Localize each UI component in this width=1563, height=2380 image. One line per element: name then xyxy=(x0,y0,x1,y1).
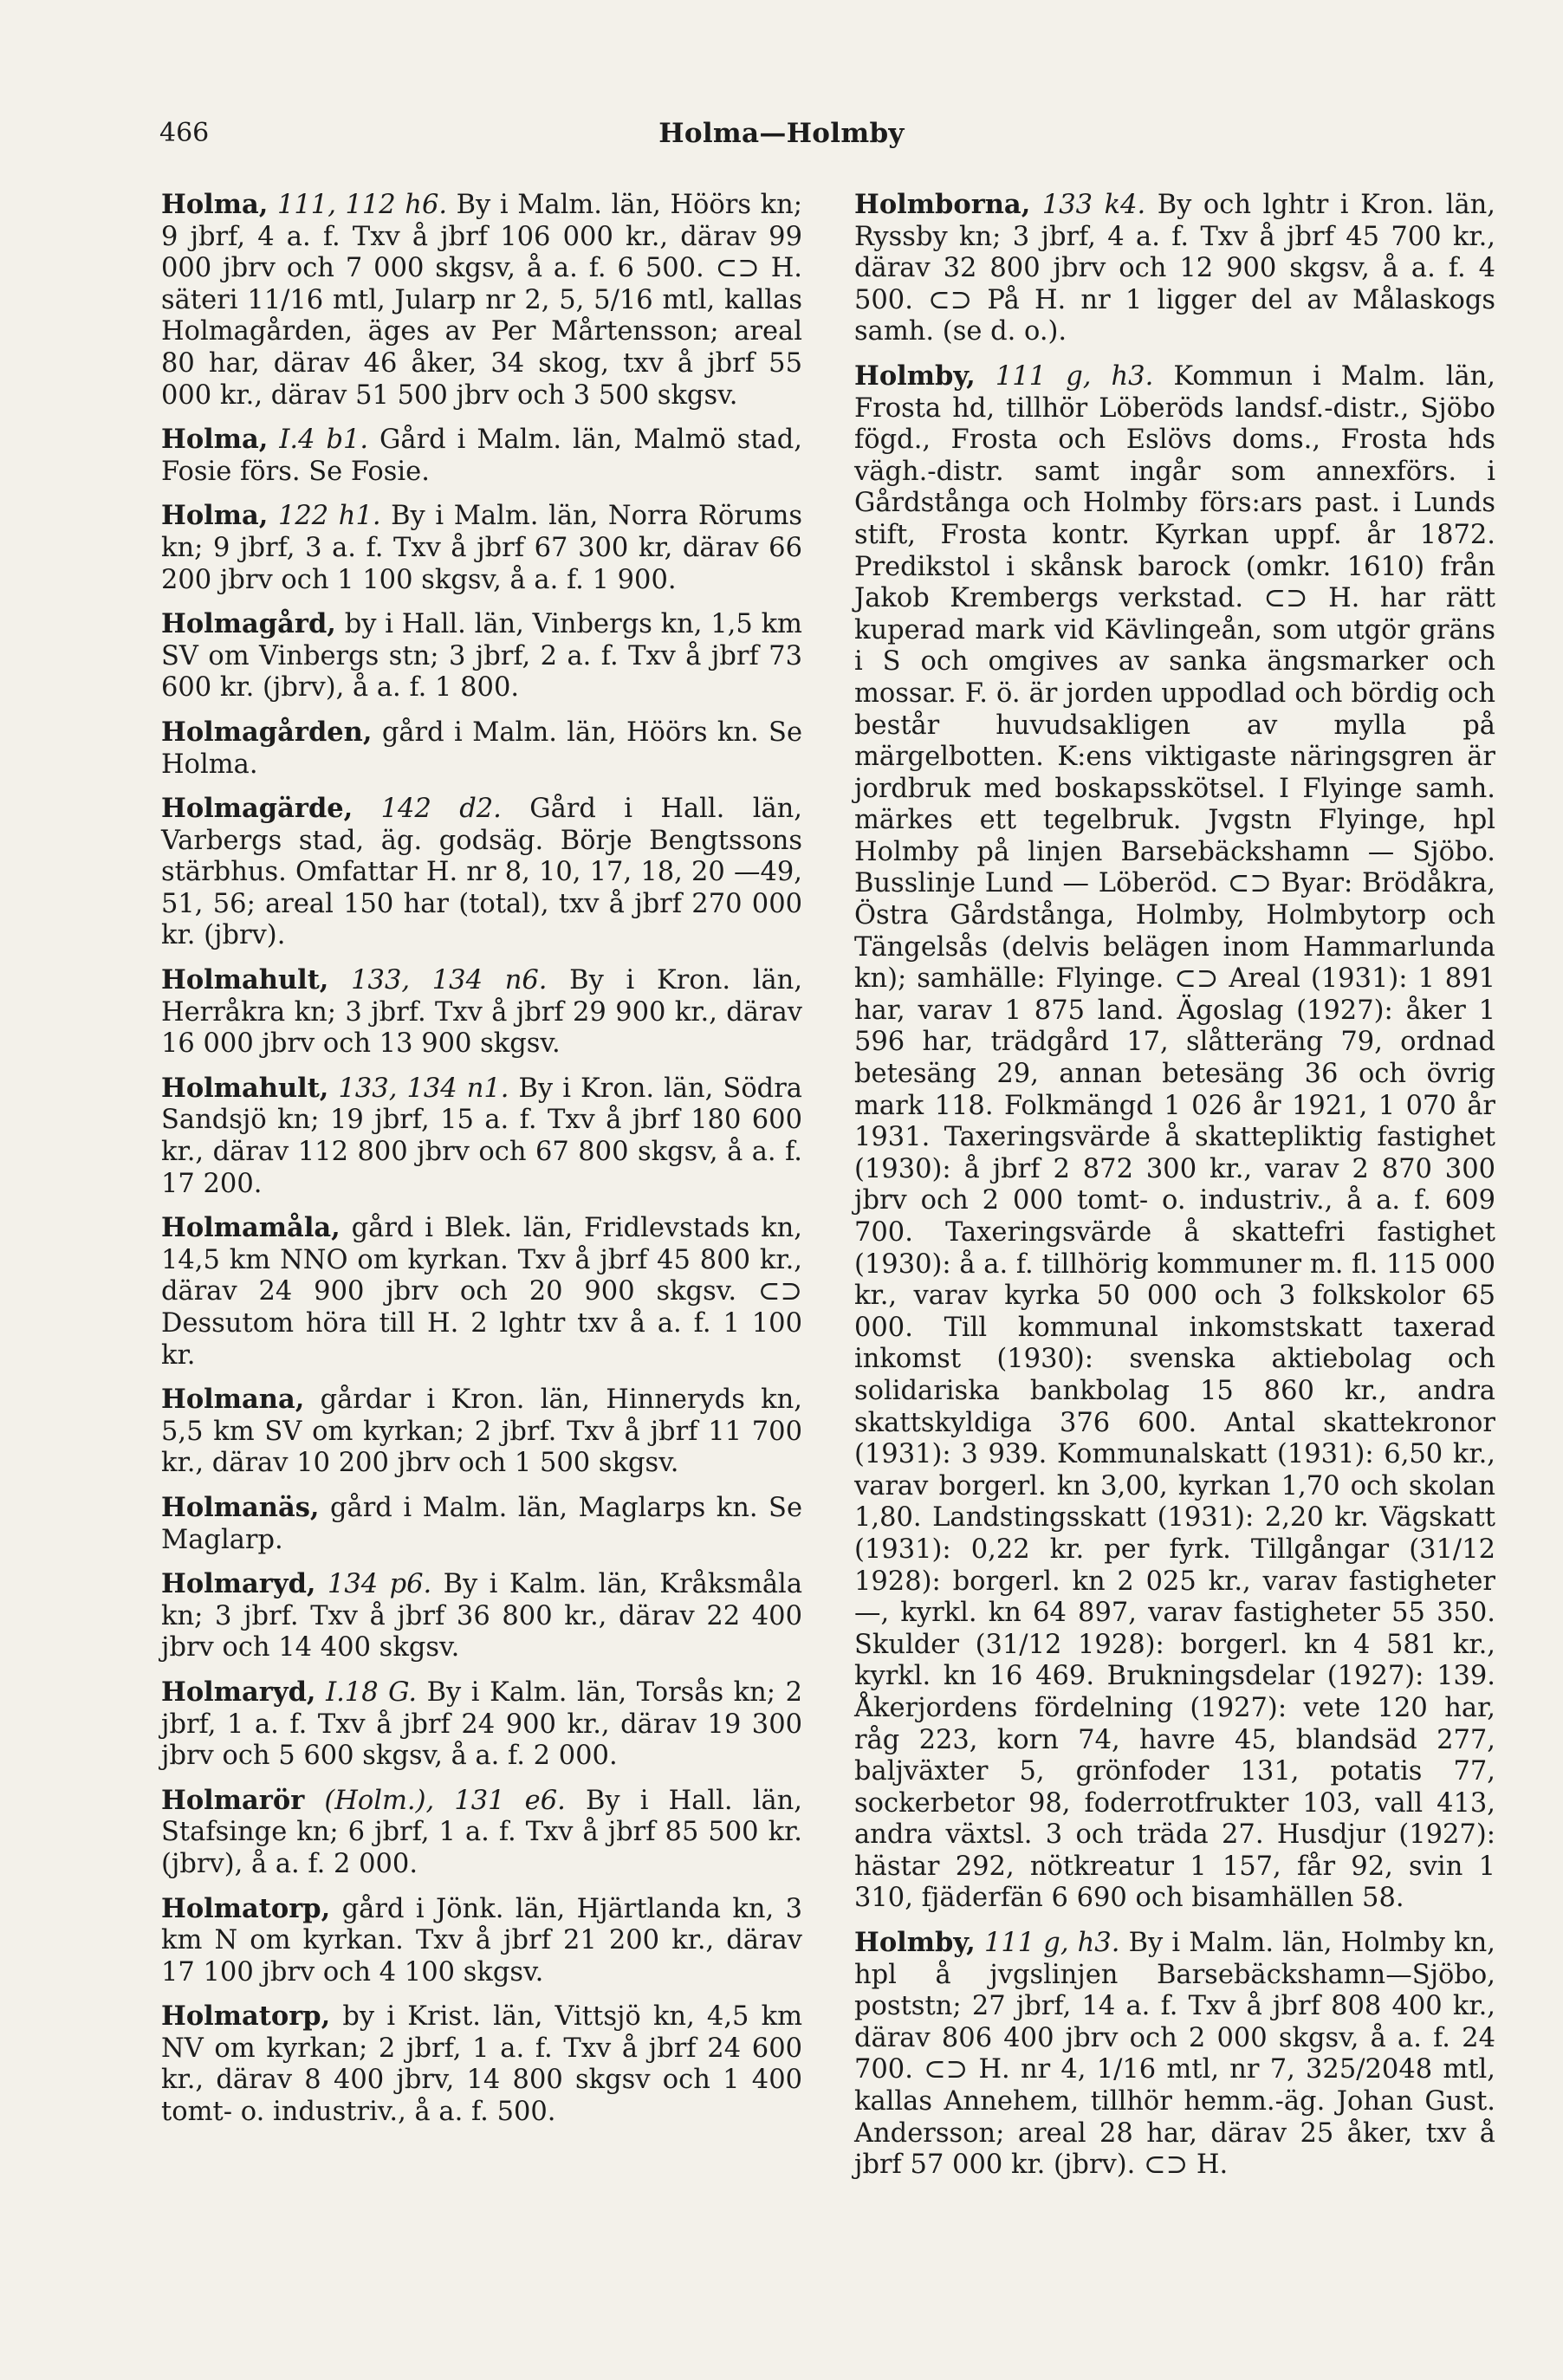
entry-headword: Holmby, xyxy=(854,1927,976,1959)
dictionary-entry xyxy=(161,964,802,1060)
page-header xyxy=(0,118,1563,159)
entry-headword: Holmahult, xyxy=(161,1072,329,1104)
right-column xyxy=(854,189,1495,2194)
entry-headword: Holmatorp, xyxy=(161,1892,331,1924)
dictionary-entry xyxy=(161,1492,802,1556)
dictionary-entry xyxy=(161,793,802,952)
entry-map-reference: 111 g, h3. xyxy=(983,1928,1120,1959)
dictionary-entry xyxy=(854,1927,1495,2182)
dictionary-entry xyxy=(161,1785,802,1881)
entry-headword: Holmatorp, xyxy=(161,2001,331,2033)
entry-text: By och lghtr i Kron. län, Ryssby kn; 3 jbrf, 4 a. f. Txv å jbrf 45 700 kr., därav 32 800 jbrv och 12 900 skgsv, å a. f. 4 500. ⊂⊃ På H. nr 1 ligger del av Målaskogs samh. (se d. o.). xyxy=(854,190,1495,347)
entry-headword: Holmby, xyxy=(854,360,976,392)
entry-map-reference: 133, 134 n1. xyxy=(338,1073,509,1104)
entry-text: By i Malm. län, Höörs kn; 9 jbrf, 4 a. f. Txv å jbrf 106 000 kr., därav 99 000 jbrv och 7 000 skgsv, å a. f. 6 500. ⊂⊃ H. säteri 11/16 mtl, Jularp nr 2, 5, 5/16 mtl, kallas Holmagården, äges av Per Mårtensson; areal 80 har, därav 46 åker, 34 skog, txv å jbrf 55 000 kr., därav 51 500 jbrv och 3 500 skgsv. xyxy=(161,190,802,411)
entry-text: Gård i Hall. län, Varbergs stad, äg. godsäg. Börje Bengtssons stärbhus. Omfattar H. nr 8, 10, 17, 18, 20 —49, 51, 56; areal 150 har (total), txv å jbrf 270 000 kr. (jbrv). xyxy=(161,794,802,951)
entry-text: by i Hall. län, Vinbergs kn, 1,5 km SV om Vinbergs stn; 3 jbrf, 2 a. f. Txv å jbrf 73 600 kr. (jbrv), å a. f. 1 800. xyxy=(161,609,802,704)
entry-text: By i Kalm. län, Torsås kn; 2 jbrf, 1 a. f. Txv å jbrf 24 900 kr., därav 19 300 jbrv och 5 600 skgsv, å a. f. 2 000. xyxy=(161,1676,802,1772)
entry-text: Gård i Malm. län, Malmö stad, Fosie förs. Se Fosie. xyxy=(161,425,802,487)
entry-headword: Holmarör xyxy=(161,1784,305,1816)
entry-map-reference: 122 h1. xyxy=(278,501,381,532)
entry-text: gårdar i Kron. län, Hinneryds kn, 5,5 km SV om kyrkan; 2 jbrf. Txv å jbrf 11 700 kr., därav 10 200 jbrv och 1 500 skgsv. xyxy=(161,1385,802,1479)
entry-text: Kommun i Malm. län, Frosta hd, tillhör Löberöds landsf.-distr., Sjöbo fögd., Frosta och Eslövs doms., Frosta hds vägh.-distr. samt ingår som annexförs. i Gårdstånga och Holmby förs:ars past. i Lunds stift, Frosta kontr. Kyrkan uppf. år 1872. Predikstol i skånsk barock (omkr. 1610) från Jakob Krembergs verkstad. ⊂⊃ H. har rätt kuperad mark vid Kävlingeån, som utgör gräns i S och omgives av sanka ängsmarker och mossar. F. ö. är jorden uppodlad och bördig och består huvudsakligen av mylla på märgelbotten. K:ens viktigaste näringsgren är jordbruk med boskapsskötsel. I Flyinge samh. märkes ett tegelbruk. Jvgstn Flyinge, hpl Holmby på linjen Barsebäckshamn — Sjöbo. Busslinje Lund — Löberöd. ⊂⊃ Byar: Brödåkra, Östra Gårdstånga, Holmby, Holmbytorp och Tängelsås (delvis belägen inom Hammarlunda kn); samhälle: Flyinge. ⊂⊃ Areal (1931): 1 891 har, varav 1 875 land. Ägoslag (1927): åker 1 596 har, trädgård 17, slåtteräng 79, ordnad betesäng 29, annan betesäng 36 och övrig mark 118. Folkmängd 1 026 år 1921, 1 070 år 1931. Taxeringsvärde å skattepliktig fastighet (1930): å jbrf 2 872 300 kr., varav 2 870 300 jbrv och 2 000 tomt- o. industriv., å a. f. 609 700. Taxeringsvärde å skattefri fastighet (1930): å a. f. tillhörig kommuner m. fl. 115 000 kr., varav kyrka 50 000 och 3 folkskolor 65 000. Till kommunal inkomstskatt taxerad inkomst (1930): svenska aktiebolag och solidariska bankbolag 15 860 kr., andra skattskyldiga 376 600. Antal skattekronor (1931): 3 939. Kommunalskatt (1931): 6,50 kr., varav borgerl. kn 3,00, kyrkan 1,70 och skolan 1,80. Landstingsskatt (1931): 2,20 kr. Vägskatt (1931): 0,22 kr. per fyrk. Tillgångar (31/12 1928): borgerl. kn 2 025 kr., varav fastigheter —, kyrkl. kn 64 897, varav fastigheter 55 350. Skulder (31/12 1928): borgerl. kn 4 581 kr., kyrkl. kn 16 469. Brukningsdelar (1927): 139. Åkerjordens fördelning (1927): vete 120 har, råg 223, korn 74, havre 45, blandsäd 277, baljväxter 5, grönfoder 131, potatis 77, sockerbetor 98, foderrotfrukter 103, vall 413, andra växtsl. 3 och träda 27. Husdjur (1927): hästar 292, nötkreatur 1 157, får 92, svin 1 310, fjäderfän 6 690 och bisamhällen 58. xyxy=(854,360,1495,1914)
dictionary-entry xyxy=(161,1073,802,1200)
entry-text: By i Hall. län, Stafsinge kn; 6 jbrf, 1 a. f. Txv å jbrf 85 500 kr. (jbrv), å a. f. 2 000. xyxy=(161,1785,802,1879)
entry-map-reference: I.4 b1. xyxy=(279,425,369,456)
entry-map-reference: 133, 134 n6. xyxy=(351,965,548,996)
entry-text: By i Kalm. län, Kråksmåla kn; 3 jbrf. Txv å jbrf 36 800 kr., därav 22 400 jbrv och 14 400 skgsv. xyxy=(161,1569,802,1663)
dictionary-entry xyxy=(161,1676,802,1773)
running-head: Holma—Holmby xyxy=(658,118,905,149)
entry-headword: Holmagård, xyxy=(161,608,336,640)
entry-text: gård i Jönk. län, Hjärtlanda kn, 3 km N om kyrkan. Txv å jbrf 21 200 kr., därav 17 100 jbrv och 4 100 skgsv. xyxy=(161,1893,802,1988)
dictionary-entry xyxy=(854,189,1495,348)
entry-headword: Holmanäs, xyxy=(161,1491,320,1523)
dictionary-entry xyxy=(161,608,802,704)
dictionary-entry xyxy=(161,424,802,488)
entry-text: gård i Blek. län, Fridlevstads kn, 14,5 km NNO om kyrkan. Txv å jbrf 45 800 kr., därav 24 900 jbrv och 20 900 skgsv. ⊂⊃ Dessutom höra till H. 2 lghtr txv å a. f. 1 100 kr. xyxy=(161,1213,803,1371)
dictionary-entry xyxy=(854,360,1495,1915)
entry-map-reference: I.18 G. xyxy=(326,1676,418,1708)
entry-headword: Holmaryd, xyxy=(161,1568,316,1600)
entry-map-reference: (Holm.), 131 e6. xyxy=(324,1785,566,1816)
dictionary-entry xyxy=(161,1568,802,1664)
entry-text: By i Malm. län, Norra Rörums kn; 9 jbrf, 3 a. f. Txv å jbrf 67 300 kr, därav 66 200 jbrv och 1 100 skgsv, å a. f. 1 900. xyxy=(161,501,803,595)
page-number: 466 xyxy=(159,118,210,148)
entry-headword: Holmana, xyxy=(161,1384,305,1416)
entry-headword: Holma, xyxy=(161,189,269,220)
entry-headword: Holmborna, xyxy=(854,189,1031,220)
entry-headword: Holma, xyxy=(161,500,269,532)
entry-map-reference: 142 d2. xyxy=(380,794,502,825)
entry-text: By i Kron. län, Södra Sandsjö kn; 19 jbrf, 15 a. f. Txv å jbrf 180 600 kr., därav 112 800 jbrv och 67 800 skgsv, å a. f. 17 200. xyxy=(161,1073,802,1199)
entry-text: By i Kron. län, Herråkra kn; 3 jbrf. Txv å jbrf 29 900 kr., därav 16 000 jbrv och 13 900 skgsv. xyxy=(161,965,803,1060)
dictionary-entry xyxy=(161,2001,802,2128)
entry-map-reference: 133 k4. xyxy=(1041,190,1146,220)
dictionary-entry xyxy=(161,717,802,781)
entry-text: gård i Malm. län, Höörs kn. Se Holma. xyxy=(161,717,802,780)
entry-headword: Holmaryd, xyxy=(161,1676,316,1708)
dictionary-entry xyxy=(161,189,802,412)
entry-map-reference: 134 p6. xyxy=(327,1569,432,1600)
entry-text: By i Malm. län, Holmby kn, hpl å jvgslinjen Barsebäckshamn—Sjöbo, poststn; 27 jbrf, 14 a. f. Txv å jbrf 808 400 kr., därav 806 400 jbrv och 2 000 skgsv, å a. f. 24 700. ⊂⊃ H. nr 4, 1/16 mtl, nr 7, 325/2048 mtl, kallas Annehem, tillhör hemm.-äg. Johan Gust. Andersson; areal 28 har, därav 25 åker, txv å jbrf 57 000 kr. (jbrv). ⊂⊃ H. xyxy=(854,1928,1495,2181)
left-column xyxy=(161,189,802,2141)
entry-map-reference: 111 g, h3. xyxy=(995,360,1154,392)
entry-headword: Holmagården, xyxy=(161,716,373,748)
entry-headword: Holmahult, xyxy=(161,964,329,996)
entry-text: by i Krist. län, Vittsjö kn, 4,5 km NV om kyrkan; 2 jbrf, 1 a. f. Txv å jbrf 24 600 kr., därav 8 400 jbrv, 14 800 skgsv och 1 400 tomt- o. industriv., å a. f. 500. xyxy=(161,2001,802,2128)
entry-headword: Holma, xyxy=(161,424,269,456)
dictionary-entry xyxy=(161,1893,802,1989)
entry-text: gård i Malm. län, Maglarps kn. Se Maglarp. xyxy=(161,1492,802,1555)
dictionary-entry xyxy=(161,1384,802,1480)
entry-headword: Holmagärde, xyxy=(161,793,353,825)
dictionary-entry xyxy=(161,1212,802,1372)
entry-headword: Holmamåla, xyxy=(161,1212,340,1244)
dictionary-entry xyxy=(161,500,802,596)
entry-map-reference: 111, 112 h6. xyxy=(277,190,448,220)
